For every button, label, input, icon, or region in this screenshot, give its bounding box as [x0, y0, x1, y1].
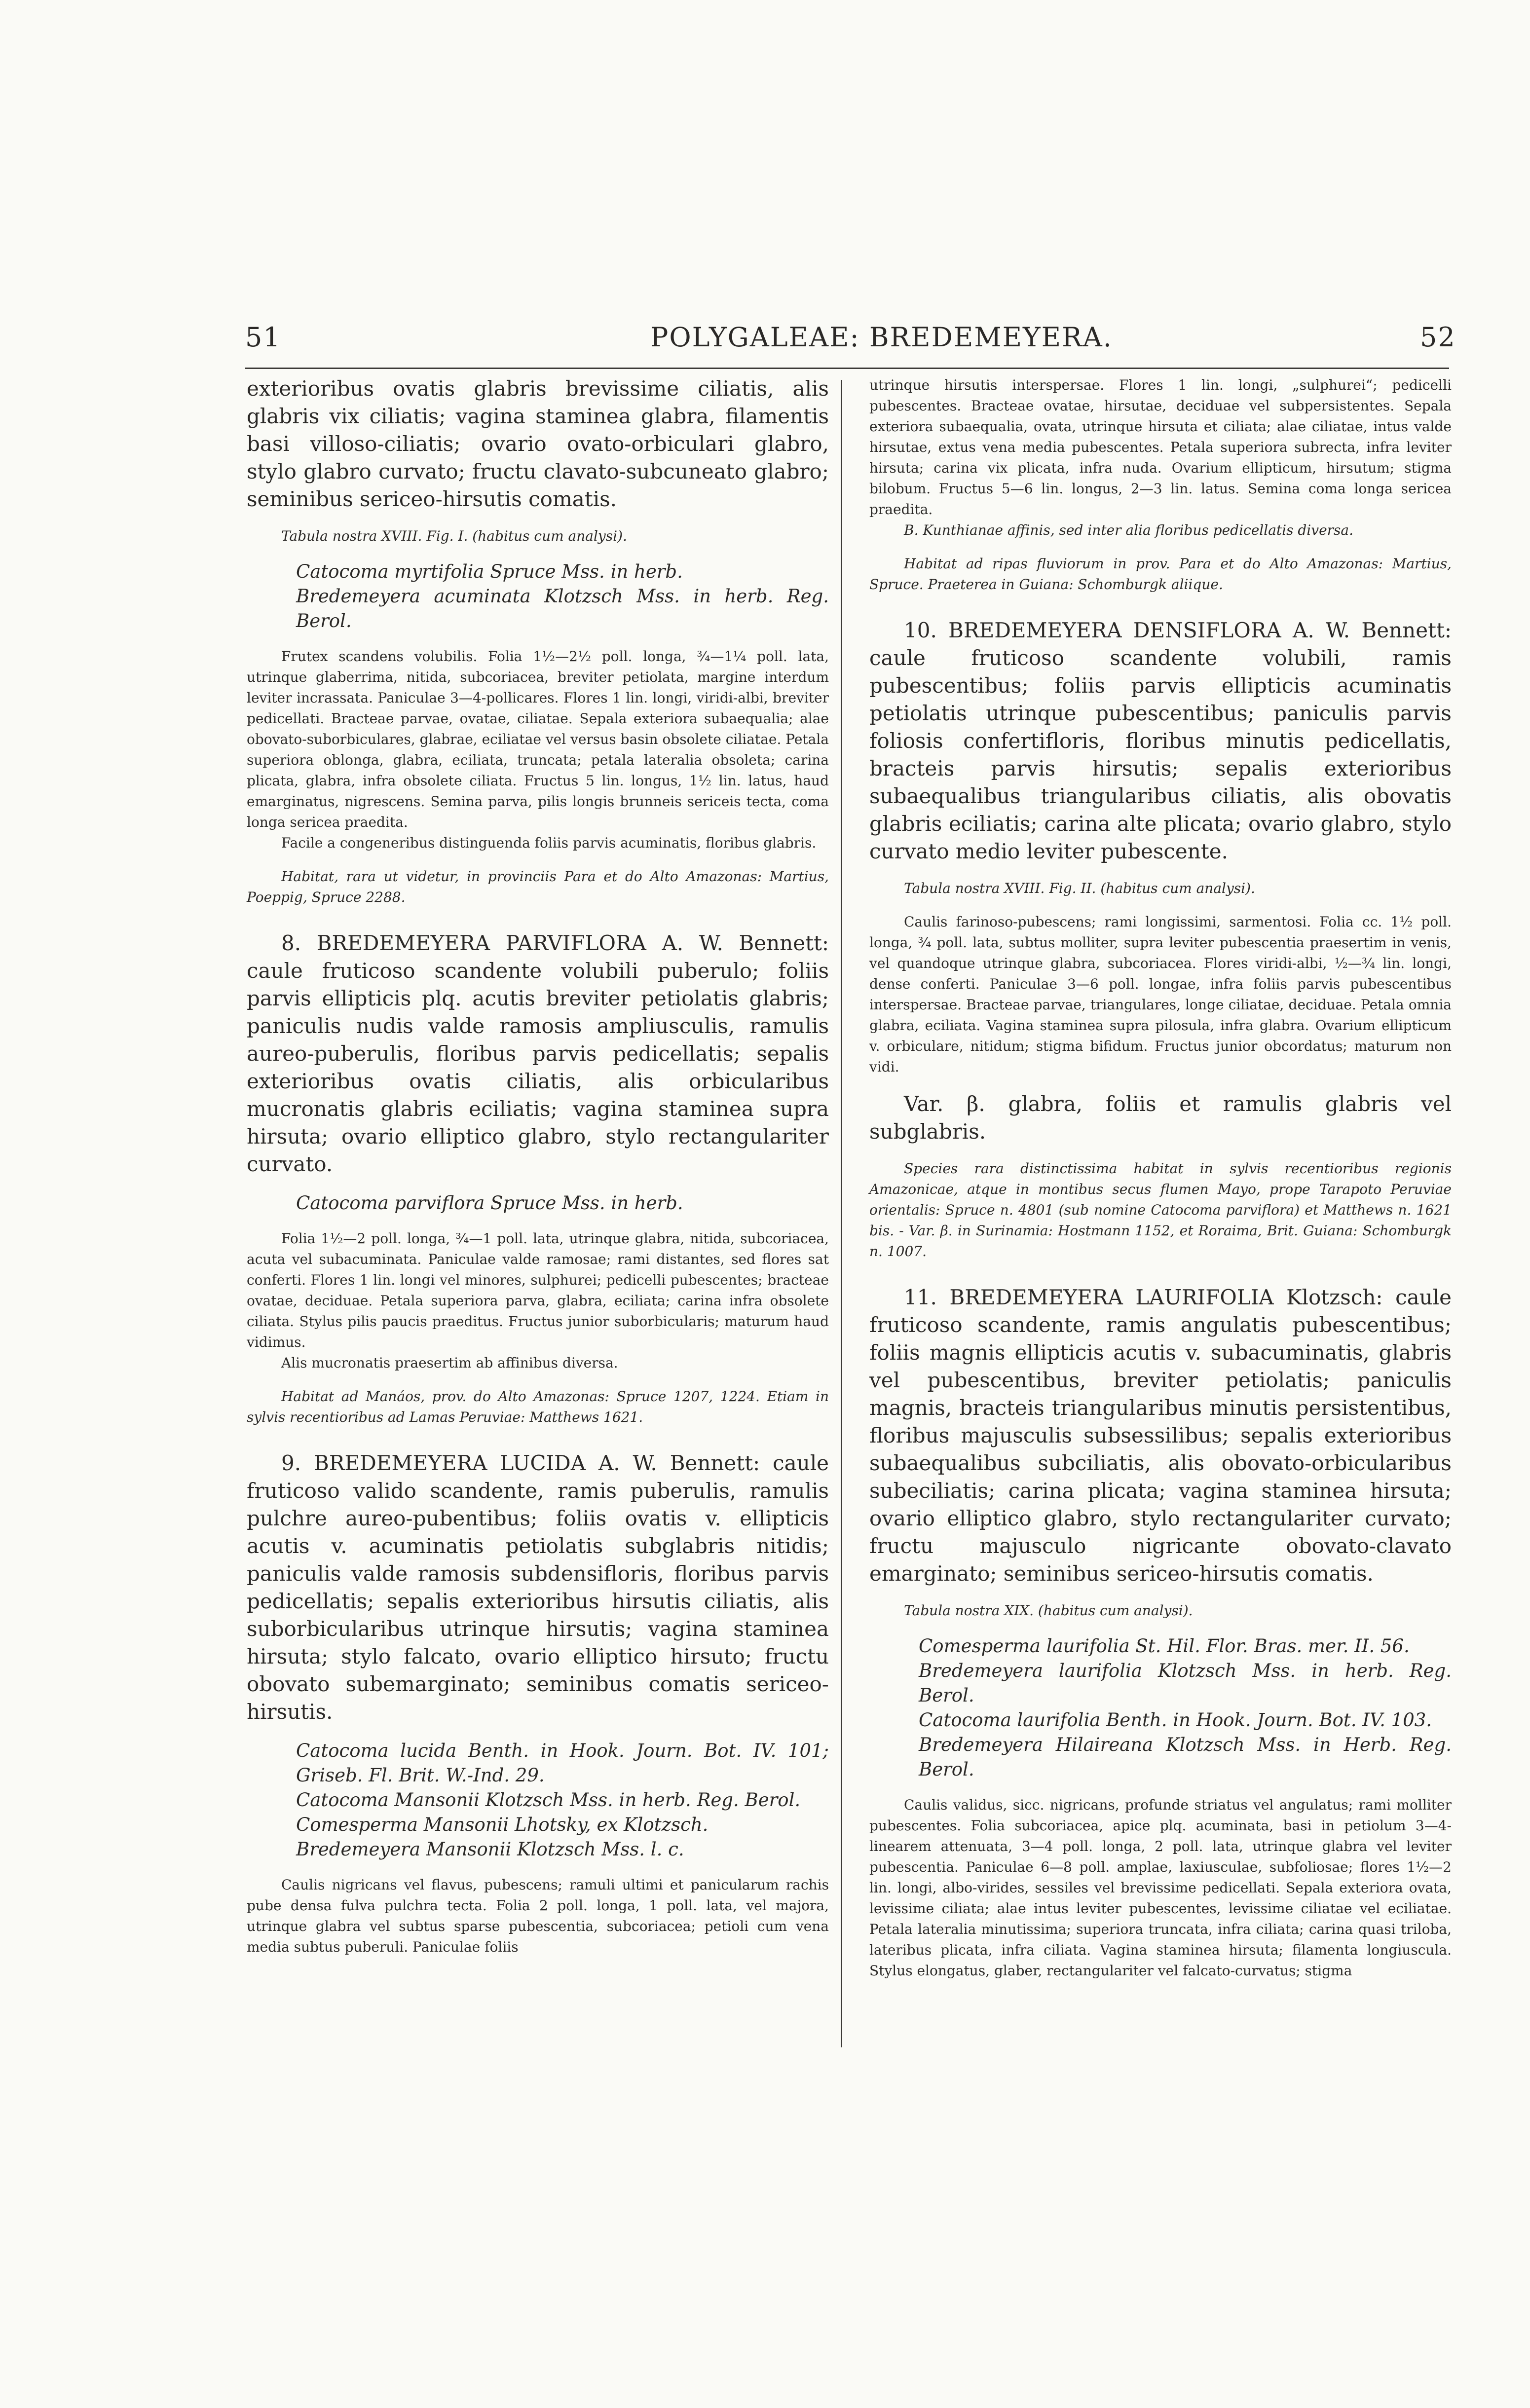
plate-reference: Tabula nostra XVIII. Fig. II. (habitus cum analysi).	[904, 880, 1255, 896]
habitat-note: Habitat, rara ut videtur, in provinciis Para et do Alto Amazonas: Martius, Poeppig, Spruce 2288.	[247, 868, 829, 905]
habitat-note: Habitat ad Manáos, prov. do Alto Amazonas: Spruce 1207, 1224. Etiam in sylvis recentioribus ad Lamas Peruviae: Matthews 1621.	[247, 1388, 829, 1425]
species-10-heading: 10. BREDEMEYERA DENSIFLORA A. W. Bennett: caule fruticoso scandente volubili, ramis pubescentibus; foliis parvis ellipticis acuminatis petiolatis utrinque pubescentibus; paniculis parvis foliosis confertifloris, floribus minutis pedicellatis, bracteis parvis hirsutis; sepalis exterioribus subaequalibus triangularibus ciliatis, alis obovatis glabris eciliatis; carina alte plicata; ovario glabro, stylo curvato medio leviter pubescente.	[869, 618, 1452, 863]
diagnostic-note: B. Kunthianae affinis, sed inter alia floribus pedicellatis diversa.	[904, 522, 1353, 538]
habitat-note: Habitat ad ripas fluviorum in prov. Para et do Alto Amazonas: Martius, Spruce. Praeterea in Guiana: Schomburgk aliique.	[869, 556, 1452, 593]
synonym: Bredemeyera acuminata Klotzsch Mss. in herb. Reg. Berol.	[296, 586, 829, 631]
species-8-heading: 8. BREDEMEYERA PARVIFLORA A. W. Bennett: caule fruticoso scandente volubili puberulo; foliis parvis ellipticis plq. acutis breviter petiolatis glabris; paniculis nudis valde ramosis ampliusculis, ramulis aureo-puberulis, floribus parvis pedicellatis; sepalis exterioribus ovatis ciliatis, alis orbicularibus mucronatis glabris eciliatis; vagina staminea supra hirsuta; ovario elliptico glabro, stylo rectangulariter curvato.	[247, 931, 829, 1176]
synonym: Catocoma laurifolia Benth. in Hook. Journ. Bot. IV. 103.	[919, 1709, 1432, 1731]
plate-reference: Tabula nostra XVIII. Fig. I. (habitus cum analysi).	[281, 528, 627, 544]
description-paragraph: Folia 1½—2 poll. longa, ¾—1 poll. lata, utrinque glabra, nitida, subcoriacea, acuta vel subacuminata. Paniculae valde ramosae; rami distantes, sed flores sat conferti. Flores 1 lin. longi vel minores, sulphurei; pedicelli pubescentes; bracteae ovatae, deciduae. Petala superiora parva, glabra, eciliata; carina infra obsolete ciliata. Stylus pilis paucis praeditus. Fructus junior suborbicularis; maturum haud vidimus.	[247, 1230, 829, 1350]
plate-reference: Tabula nostra XIX. (habitus cum analysi).	[904, 1602, 1193, 1619]
right-column	[869, 375, 1452, 1981]
page-number-left: 51	[245, 322, 281, 353]
synonym: Catocoma Mansonii Klotzsch Mss. in herb. Reg. Berol.	[296, 1789, 801, 1811]
page-number-right: 52	[1420, 322, 1456, 353]
synonym: Catocoma myrtifolia Spruce Mss. in herb.	[296, 561, 683, 582]
description-continuation: utrinque hirsutis interspersae. Flores 1 lin. longi, „sulphurei“; pedicelli pubescentes. Bracteae ovatae, hirsutae, deciduae vel subpersistentes. Sepala exteriora subaequalia, ovata, utrinque hirsuta et ciliata; alae ciliatae, intus valde hirsutae, extus vena media pubescentes. Petala superiora subrecta, infra leviter hirsuta; carina vix plicata, infra nuda. Ovarium ellipticum, hirsutum; stigma bilobum. Fructus 5—6 lin. longus, 2—3 lin. latus. Semina coma longa sericea praedita.	[869, 377, 1452, 518]
habitat-note: Species rara distinctissima habitat in sylvis recentioribus regionis Amazonicae, atque in montibus secus flumen Mayo, prope Tarapoto Peruviae orientalis: Spruce n. 4801 (sub nomine Catocoma parviflora) et Matthews n. 1621 bis. - Var. β. in Surinamia: Hostmann 1152, et Roraima, Brit. Guiana: Schomburgk n. 1007.	[869, 1160, 1452, 1260]
species-11-heading: 11. BREDEMEYERA LAURIFOLIA Klotzsch: caule fruticoso scandente, ramis angulatis pubescentibus; foliis magnis ellipticis acutis v. subacuminatis, glabris vel pubescentibus, breviter petiolatis; paniculis magnis, bracteis triangularibus minutis persistentibus, floribus majusculis subsessilibus; sepalis exterioribus subaequalibus subciliatis, alis obovato-orbicularibus subeciliatis; carina plicata; vagina staminea hirsuta; ovario elliptico glabro, stylo rectangulariter curvato; fructu majusculo nigricante obovato-clavato emarginato; seminibus sericeo-hirsutis comatis.	[869, 1285, 1452, 1586]
synonym: Bredemeyera Mansonii Klotzsch Mss. l. c.	[296, 1839, 684, 1860]
variety-note: Var. β. glabra, foliis et ramulis glabris vel subglabris.	[869, 1092, 1452, 1144]
synonym: Comesperma laurifolia St. Hil. Flor. Bras. mer. II. 56.	[919, 1635, 1410, 1657]
description-paragraph: Caulis farinoso-pubescens; rami longissimi, sarmentosi. Folia cc. 1½ poll. longa, ¾ poll. lata, subtus molliter, supra leviter pubescentia praesertim in venis, vel quandoque utrinque glabra, subcoriacea. Flores viridi-albi, ½—¾ lin. longi, dense conferti. Paniculae 3—6 poll. longae, infra foliis parvis pubescentibus interspersae. Bracteae parvae, triangulares, longe ciliatae, deciduae. Petala omnia glabra, eciliata. Vagina staminea supra pilosula, infra glabra. Ovarium ellipticum v. orbiculare, nitidum; stigma bifidum. Fructus junior obcordatus; maturum non vidi.	[869, 914, 1452, 1075]
synonym: Bredemeyera Hilaireana Klotzsch Mss. in Herb. Reg. Berol.	[919, 1734, 1452, 1780]
species-7-description-end: exterioribus ovatis glabris brevissime ciliatis, alis glabris vix ciliatis; vagina staminea glabra, filamentis basi villoso-ciliatis; ovario ovato-orbiculari glabro, stylo glabro curvato; fructu clavato-subcuneato glabro; seminibus sericeo-hirsutis comatis.	[247, 376, 829, 511]
synonym: Comesperma Mansonii Lhotsky, ex Klotzsch.	[296, 1814, 709, 1835]
running-title: POLYGALEAE: BREDEMEYERA.	[650, 322, 1113, 353]
header-rule	[245, 368, 1449, 369]
description-paragraph: Caulis nigricans vel flavus, pubescens; ramuli ultimi et panicularum rachis pube densa fulva pulchra tecta. Folia 2 poll. longa, 1 poll. lata, vel majora, utrinque glabra vel subtus sparse pubescentia, subcoriacea; petioli cum vena media subtus puberuli. Paniculae foliis	[247, 1877, 829, 1955]
synonym: Catocoma parviflora Spruce Mss. in herb.	[296, 1192, 683, 1214]
synonym: Catocoma lucida Benth. in Hook. Journ. Bot. IV. 101; Griseb. Fl. Brit. W.-Ind. 29.	[296, 1740, 829, 1786]
column-divider	[841, 380, 842, 2047]
synonym: Bredemeyera laurifolia Klotzsch Mss. in herb. Reg. Berol.	[919, 1660, 1452, 1706]
left-column	[247, 375, 829, 1958]
diagnostic-note: Alis mucronatis praesertim ab affinibus diversa.	[281, 1355, 618, 1371]
description-paragraph: Caulis validus, sicc. nigricans, profunde striatus vel angulatus; rami molliter pubescentes. Folia subcoriacea, apice plq. acuminata, basi in petiolum 3—4-linearem attenuata, 3—4 poll. longa, 2 poll. lata, utrinque glabra vel leviter pubescentia. Paniculae 6—8 poll. amplae, laxiusculae, subfoliosae; flores 1½—2 lin. longi, albo-virides, sessiles vel brevissime pedicellati. Sepala exteriora ovata, levissime ciliata; alae intus leviter pubescentes, levissime ciliatae vel eciliatae. Petala lateralia minutissima; superiora truncata, infra ciliata; carina quasi triloba, lateribus plicata, infra ciliata. Vagina staminea hirsuta; filamenta longiuscula. Stylus elongatus, glaber, rectangulariter vel falcato-curvatus; stigma	[869, 1797, 1452, 1979]
species-9-heading: 9. BREDEMEYERA LUCIDA A. W. Bennett: caule fruticoso valido scandente, ramis puberulis, ramulis pulchre aureo-pubentibus; foliis ovatis v. ellipticis acutis v. acuminatis petiolatis subglabris nitidis; paniculis valde ramosis subdensifloris, floribus parvis pedicellatis; sepalis exterioribus hirsutis ciliatis, alis suborbicularibus utrinque hirsutis; vagina staminea hirsuta; stylo falcato, ovario elliptico hirsuto; fructu obovato subemarginato; seminibus comatis sericeo-hirsutis.	[247, 1451, 829, 1724]
description-paragraph: Frutex scandens volubilis. Folia 1½—2½ poll. longa, ¾—1¼ poll. lata, utrinque glaberrima, nitida, subcoriacea, breviter petiolata, margine interdum leviter incrassata. Paniculae 3—4-pollicares. Flores 1 lin. longi, viridi-albi, breviter pedicellati. Bracteae parvae, ovatae, ciliatae. Sepala exteriora subaequalia; alae obovato-suborbiculares, glabrae, eciliatae vel versus basin obsolete ciliatae. Petala superiora oblonga, glabra, eciliata, truncata; petala lateralia obsoleta; carina plicata, glabra, infra obsolete ciliata. Fructus 5 lin. longus, 1½ lin. latus, haud emarginatus, nigrescens. Semina parva, pilis longis brunneis sericeis tecta, coma longa sericea praedita.	[247, 648, 829, 830]
diagnostic-note: Facile a congeneribus distinguenda foliis parvis acuminatis, floribus glabris.	[281, 835, 817, 851]
